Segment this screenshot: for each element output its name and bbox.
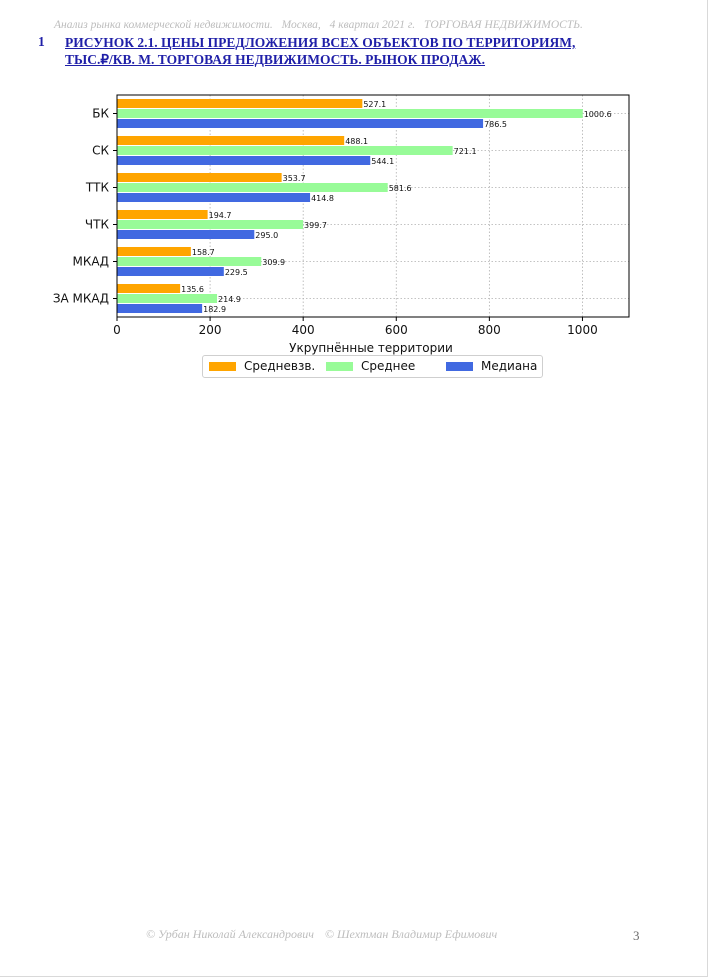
legend-item-median: [446, 359, 537, 373]
data-label: 309.9: [262, 258, 286, 267]
bar-0-1: [117, 136, 344, 145]
bar-2-2: [117, 193, 310, 202]
figure-caption[interactable]: [65, 34, 665, 68]
legend-label-median: Медиана: [481, 359, 538, 373]
chart-container: [0, 80, 709, 360]
bar-2-4: [117, 267, 224, 276]
bar-chart: [0, 80, 709, 355]
legend-label-mean: Среднее: [361, 359, 416, 373]
category-label: МКАД: [72, 254, 109, 269]
data-label: 786.5: [484, 120, 507, 129]
bar-0-4: [117, 247, 191, 256]
bar-2-3: [117, 230, 254, 239]
data-label: 414.8: [311, 194, 334, 203]
footer-authors: [146, 927, 566, 942]
x-axis-label: Укрупнённые территории: [289, 341, 453, 355]
bar-0-0: [117, 99, 362, 108]
header-segment: ТОРГОВАЯ НЕДВИЖИМОСТЬ.: [423, 19, 583, 31]
page-number: 3: [633, 928, 640, 943]
data-label: 1000.6: [583, 110, 612, 119]
x-tick-label: 400: [291, 323, 315, 337]
data-label: 527.1: [363, 100, 387, 109]
bar-0-3: [117, 210, 208, 219]
bar-2-1: [117, 156, 370, 165]
chart-legend: [202, 355, 543, 378]
header-city: Москва,: [281, 19, 321, 31]
bar-1-4: [117, 257, 261, 266]
bar-1-5: [117, 294, 217, 303]
data-label: 229.5: [224, 268, 248, 277]
running-title: Анализ рынка коммерческой недвижимости.: [54, 19, 273, 31]
category-label: ЗА МКАД: [52, 291, 109, 306]
bar-0-2: [117, 173, 282, 182]
data-label: 721.1: [453, 147, 477, 156]
legend-swatch-mean: [326, 362, 353, 371]
running-header: [54, 19, 674, 31]
bar-1-1: [117, 146, 453, 155]
data-label: 353.7: [282, 174, 306, 183]
x-tick-label: 1000: [567, 323, 598, 337]
bar-0-5: [117, 284, 180, 293]
figure-caption-line1: РИСУНОК 2.1. ЦЕНЫ ПРЕДЛОЖЕНИЯ ВСЕХ ОБЪЕКТОВ ПО ТЕРРИТОРИЯМ,: [65, 35, 576, 50]
data-label: 488.1: [345, 137, 369, 146]
category-label: ТТК: [85, 180, 109, 195]
data-label: 295.0: [255, 231, 279, 240]
legend-item-mean: [326, 359, 415, 373]
bar-2-5: [117, 304, 202, 313]
category-label: ЧТК: [84, 217, 109, 232]
data-label: 182.9: [203, 305, 227, 314]
x-tick-label: 800: [477, 323, 501, 337]
header-period: 4 квартал 2021 г.: [329, 19, 416, 31]
legend-item-weighted: [209, 359, 315, 373]
bar-1-3: [117, 220, 303, 229]
x-tick-label: 200: [198, 323, 222, 337]
figure-caption-line2: ТЫС.₽/КВ. М. ТОРГОВАЯ НЕДВИЖИМОСТЬ. РЫНОК ПРОДАЖ.: [65, 52, 486, 67]
bar-1-0: [117, 109, 583, 118]
legend-swatch-weighted: [209, 362, 236, 371]
legend-swatch-median: [446, 362, 473, 371]
x-tick-label: 0: [113, 323, 121, 337]
data-label: 194.7: [208, 211, 232, 220]
footer-author-2: © Шехтман Владимир Ефимович: [324, 927, 498, 941]
data-label: 581.6: [388, 184, 412, 193]
figure-number: 1: [38, 34, 45, 49]
data-label: 135.6: [181, 285, 205, 294]
legend-label-weighted: Средневзв.: [244, 359, 316, 373]
bar-2-0: [117, 119, 483, 128]
footer-author-1: © Урбан Николай Александрович: [146, 927, 314, 941]
plot-frame: [117, 95, 629, 317]
x-tick-label: 600: [384, 323, 408, 337]
data-label: 158.7: [191, 248, 215, 257]
data-label: 399.7: [304, 221, 327, 230]
data-label: 544.1: [371, 157, 395, 166]
category-label: СК: [92, 143, 109, 158]
bar-1-2: [117, 183, 388, 192]
category-label: БК: [92, 106, 109, 121]
data-label: 214.9: [218, 295, 241, 304]
